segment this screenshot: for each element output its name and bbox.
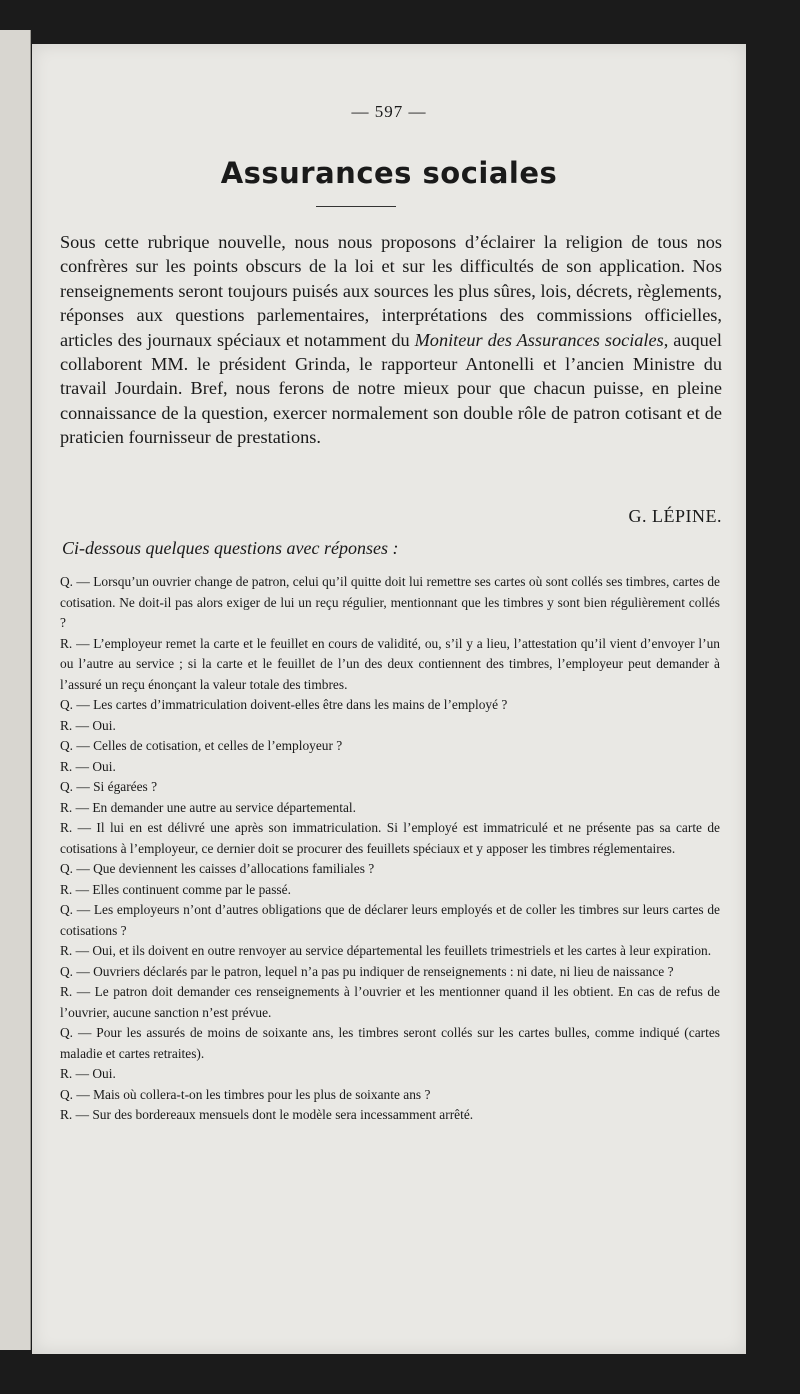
qa-item: R. — Oui, et ils doivent en outre renvoyer au service départemental les feuillets trimestriels et les cartes à leur expiration. bbox=[60, 943, 712, 958]
qa-item: R. — Sur des bordereaux mensuels dont le modèle sera incessamment arrêté. bbox=[60, 1107, 474, 1122]
qa-list bbox=[60, 572, 720, 1126]
title-divider bbox=[316, 206, 396, 207]
qa-item: R. — Elles continuent comme par le passé. bbox=[60, 881, 291, 897]
intro-text-part2: , auquel collaborent MM. le président Grinda, le rapporteur Antonelli et l’ancien Ministre du travail Jourdain. Bref, nous ferons de notre mieux pour que chacun puisse, en pleine connaissance de la question, exercer normalement son double rôle de patron cotisant et de praticien fournisseur de prestations. bbox=[60, 329, 722, 448]
document-page bbox=[32, 44, 746, 1354]
qa-item: Q. — Pour les assurés de moins de soixante ans, les timbres seront collés sur les cartes bulles, comme indiqué (cartes maladie et cartes retraites). bbox=[60, 1025, 720, 1061]
qa-item: Q. — Que deviennent les caisses d’allocations familiales ? bbox=[60, 861, 375, 876]
qa-item: R. — Oui. bbox=[60, 717, 116, 733]
qa-item: R. — Il lui en est délivré une après son immatriculation. Si l’employé est immatriculé et ne présente pas sa carte de cotisations à l’employeur, ce dernier doit se procurer des feuillets spéciaux et y apposer les timbres réglementaires. bbox=[60, 820, 720, 856]
qa-item: Q. — Si égarées ? bbox=[60, 779, 158, 794]
article-title: Assurances sociales bbox=[220, 156, 558, 190]
left-page-edge bbox=[0, 30, 31, 1350]
publication-name: Moniteur des Assurances sociales bbox=[414, 329, 664, 350]
qa-item: Q. — Ouvriers déclarés par le patron, lequel n’a pas pu indiquer de renseignements : ni date, ni lieu de naissance ? bbox=[60, 963, 674, 979]
qa-item: Q. — Celles de cotisation, et celles de l’employeur ? bbox=[60, 738, 343, 753]
page-number: — 597 — bbox=[351, 102, 427, 121]
qa-heading: Ci-dessous quelques questions avec réponses : bbox=[62, 538, 399, 558]
author-signature: G. LÉPINE. bbox=[628, 506, 722, 526]
qa-item: Q. — Les cartes d’immatriculation doivent-elles être dans les mains de l’employé ? bbox=[60, 697, 508, 712]
intro-paragraph bbox=[60, 230, 722, 450]
qa-item: R. — L’employeur remet la carte et le feuillet en cours de validité, ou, s’il y a lieu, l’attestation qu’il vient d’envoyer l’un ou l’autre au service ; si la carte et le feuillet de l’un des deux contiennent des timbres, l’employeur peut demander à l’assuré un reçu énonçant la valeur totale des timbres. bbox=[60, 635, 720, 692]
qa-item: Q. — Les employeurs n’ont d’autres obligations que de déclarer leurs employés et de coller les timbres sur leurs cartes de cotisations ? bbox=[60, 902, 720, 938]
intro-text-part1: Sous cette rubrique nouvelle, nous nous proposons d’éclairer la religion de tous nos confrères sur les points obscurs de la loi et sur les difficultés de son application. Nos renseignements seront toujours puisés aux sources les plus sûres, lois, décrets, règlements, réponses aux questions parlementaires, interprétations des commissions officielles, articles des journaux spéciaux et notamment du bbox=[60, 232, 722, 350]
qa-item: Q. — Mais où collera-t-on les timbres pour les plus de soixante ans ? bbox=[60, 1086, 431, 1102]
qa-item: R. — En demander une autre au service départemental. bbox=[60, 799, 356, 815]
qa-item: Q. — Lorsqu’un ouvrier change de patron, celui qu’il quitte doit lui remettre ses cartes où sont collés ses timbres, cartes de cotisation. Ne doit-il pas alors exiger de lui un reçu régulier, mentionnant que les timbres y sont bien régulièrement collés ? bbox=[60, 574, 720, 630]
qa-item: R. — Le patron doit demander ces renseignements à l’ouvrier et les mentionner quand il les obtient. En cas de refus de l’ouvrier, aucune sanction n’est prévue. bbox=[60, 984, 720, 1020]
qa-item: R. — Oui. bbox=[60, 758, 116, 774]
qa-item: R. — Oui. bbox=[60, 1066, 116, 1081]
